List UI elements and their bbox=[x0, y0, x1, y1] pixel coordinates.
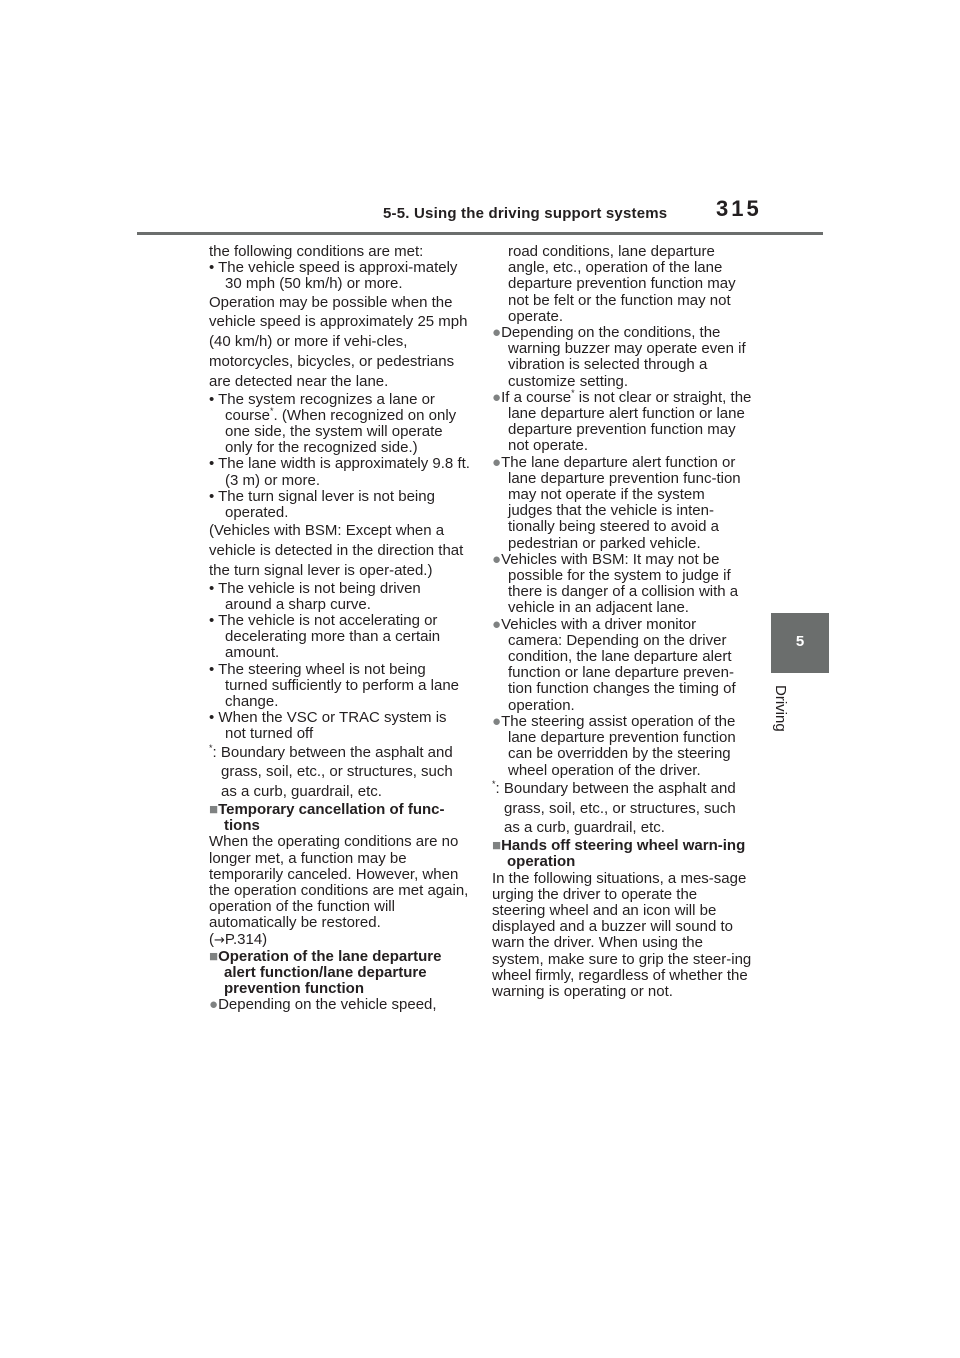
paragraph: road conditions, lane departure angle, etc., operation of the lane departure prevention function may not be felt or the function may not operate. bbox=[508, 243, 736, 325]
asterisk-marker: * bbox=[571, 387, 575, 398]
page-number: 315 bbox=[716, 196, 762, 221]
footnote bbox=[209, 743, 471, 802]
section-heading-text: Temporary cancellation of func-tions bbox=[218, 801, 445, 835]
list-item-text: If a course bbox=[501, 388, 572, 406]
footnote-text: : Boundary between the asphalt and grass, soil, etc., or structures, such as a curb, guardrail, etc. bbox=[495, 779, 736, 837]
section-heading bbox=[209, 802, 471, 834]
chapter-tab-label bbox=[770, 685, 798, 765]
right-column bbox=[492, 244, 752, 1000]
section-heading bbox=[209, 949, 471, 998]
list-item: • The turn signal lever is not being operated. bbox=[209, 487, 435, 522]
list-item: • The lane width is approximately 9.8 ft. (3 m) or more. bbox=[209, 455, 470, 489]
list-item: • The steering wheel is not being turned sufficiently to perform a lane change. bbox=[209, 660, 460, 711]
list-item-text: Depending on the conditions, the warning buzzer may operate even if vibration is selected through a customize setting. bbox=[501, 324, 746, 390]
reference-text[interactable]: P.314) bbox=[224, 930, 268, 948]
circle-bullet-icon: ● bbox=[492, 324, 502, 342]
circle-bullet-icon: ● bbox=[492, 550, 502, 568]
list-item bbox=[209, 392, 471, 457]
list-item: • The vehicle is not being driven around a sharp curve. bbox=[209, 579, 421, 613]
square-bullet-icon: ■ bbox=[492, 837, 502, 855]
circle-bullet-icon: ● bbox=[492, 453, 502, 471]
list-item: • The vehicle speed is approxi-mately 30 mph (50 km/h) or more. bbox=[209, 259, 458, 293]
footnote bbox=[492, 779, 752, 838]
list-item-text: The lane departure alert function or lane departure prevention func-tion may not operate if the system judges that the vehicle is inten-tionally being steered to avoid a pedestrian or parked vehicle. bbox=[501, 453, 741, 552]
list-item: • The vehicle is not accelerating or decelerating more than a certain amount. bbox=[209, 612, 441, 662]
circle-bullet-icon: ● bbox=[492, 712, 502, 730]
list-item-text: • The system recognizes a lane or course bbox=[209, 390, 435, 424]
asterisk-marker: * bbox=[209, 742, 213, 753]
circle-bullet-icon: ● bbox=[492, 615, 502, 633]
list-item bbox=[492, 714, 752, 779]
chapter-tab-number: 5 bbox=[795, 633, 805, 650]
paragraph: When the operating conditions are no longer met, a function may be temporarily canceled. However, when the operation conditions are met again, operation of the function will automatically be restored. bbox=[209, 833, 469, 932]
list-item-text: Depending on the vehicle speed, bbox=[218, 996, 437, 1014]
list-item bbox=[492, 552, 752, 617]
page-reference bbox=[209, 932, 471, 949]
list-item-text: . (When recognized on only one side, the system will operate only for the recognized side.) bbox=[225, 406, 457, 457]
section-heading bbox=[492, 838, 752, 870]
list-item bbox=[492, 387, 752, 455]
list-item bbox=[209, 997, 471, 1013]
footnote-text: : Boundary between the asphalt and grass, soil, etc., or structures, such as a curb, guardrail, etc. bbox=[212, 743, 453, 801]
chapter-tab-label-text: Driving bbox=[772, 685, 789, 732]
paragraph: Operation may be possible when the vehicle speed is approximately 25 mph (40 km/h) or more if vehi-cles, motorcycles, bicycles, or pedestrians are detected near the lane. bbox=[209, 293, 468, 390]
section-heading-text: Operation of the lane departure alert function/lane departure prevention function bbox=[218, 947, 442, 998]
list-item-text: The steering assist operation of the lane departure prevention function can be overridden by the steering wheel operation of the driver. bbox=[501, 712, 736, 779]
list-item: • When the VSC or TRAC system is not turned off bbox=[209, 709, 447, 743]
section-title: 5-5. Using the driving support systems bbox=[383, 205, 668, 222]
list-item bbox=[492, 455, 752, 552]
list-item-text: is not clear or straight, the lane departure alert function or lane departure prevention function may not operate. bbox=[508, 388, 752, 455]
paragraph: the following conditions are met: bbox=[209, 243, 424, 260]
asterisk-marker: * bbox=[492, 778, 496, 789]
list-item-text: Vehicles with a driver monitor camera: Depending on the driver condition, the lane departure alert function or lane departure preven-tion function changes the timing of operation. bbox=[501, 615, 736, 714]
list-item-text: Vehicles with BSM: It may not be possible for the system to judge if there is danger of a collision with a vehicle in an adjacent lane. bbox=[501, 550, 739, 617]
square-bullet-icon: ■ bbox=[209, 947, 219, 965]
square-bullet-icon: ■ bbox=[209, 801, 219, 819]
list-item bbox=[492, 617, 752, 714]
circle-bullet-icon: ● bbox=[492, 388, 502, 406]
paragraph: (Vehicles with BSM: Except when a vehicle is detected in the direction that the turn signal lever is oper-ated.) bbox=[209, 522, 464, 579]
section-heading-text: Hands off steering wheel warn-ing operation bbox=[501, 837, 746, 871]
asterisk-marker: * bbox=[270, 405, 274, 416]
circle-bullet-icon: ● bbox=[209, 996, 219, 1014]
reference-paren: ( bbox=[209, 930, 214, 948]
paragraph: In the following situations, a mes-sage urging the driver to operate the steering wheel and an icon will be displayed and a buzzer will sound to warn the driver. When using the system, make sure to grip the steer-ing wheel firmly, regardless of whether the warning is operating or not. bbox=[492, 869, 752, 1000]
list-item bbox=[492, 325, 752, 390]
header-divider bbox=[137, 232, 823, 235]
arrow-icon: → bbox=[214, 932, 225, 948]
left-column bbox=[209, 244, 471, 1014]
